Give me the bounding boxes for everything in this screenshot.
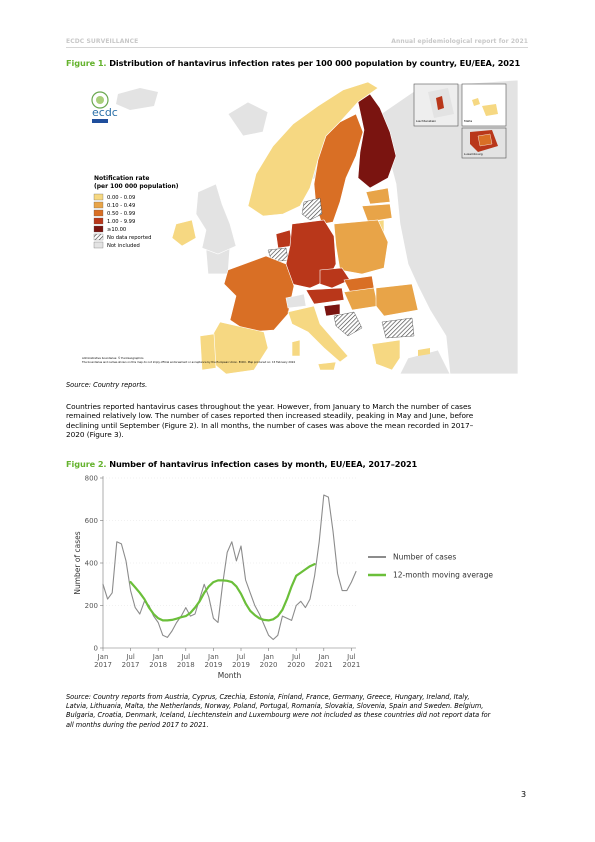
ecdc-logo-text: ecdc — [92, 106, 118, 119]
legend-label: 0.50 - 0.99 — [107, 211, 136, 217]
x-tick-year: 2020 — [259, 661, 278, 669]
figure1-title: Distribution of hantavirus infection rates per 100 000 population by country, EU/EEA, 2021 — [109, 58, 521, 68]
x-tick-month: Jan — [263, 653, 274, 661]
header-right: Annual epidemiological report for 2021 — [391, 38, 528, 45]
legend-swatch — [94, 194, 103, 200]
map-disclaimer-1: Administrative boundaries: © EuroGeographics — [82, 357, 144, 360]
x-tick-year: 2018 — [176, 661, 195, 669]
hantavirus-rate-map — [78, 74, 518, 374]
legend-title-2: (per 100 000 population) — [94, 183, 179, 190]
map-poland — [334, 220, 388, 274]
legend-swatch — [94, 202, 103, 208]
x-tick-year: 2017 — [121, 661, 140, 669]
x-tick-year: 2021 — [314, 661, 333, 669]
y-tick-label: 200 — [84, 602, 98, 610]
paragraph-line: Countries reported hantavirus cases throughout the year. However, from January to March the number of cases — [66, 402, 472, 411]
legend-label: Not included — [107, 243, 140, 249]
legend-swatch — [94, 210, 103, 216]
map-romania — [376, 284, 418, 316]
map-slovenia — [324, 304, 340, 316]
map-disclaimer-2: The boundaries and names shown on this map do not imply official endorsement or acceptance by the European Union. ECDC. Map produced on: 15 February 2024 — [82, 361, 296, 364]
x-tick-month: Jul — [236, 653, 246, 661]
x-tick-month: Jul — [347, 653, 356, 661]
figure2-source-line: Source: Country reports from Austria, Cyprus, Czechia, Estonia, Finland, France, Germany, Greece, Hungary, Ireland, Italy, — [66, 693, 470, 701]
x-tick-month: Jan — [97, 653, 109, 661]
legend-label: 1.00 - 9.99 — [107, 219, 136, 225]
x-tick-year: 2019 — [204, 661, 223, 669]
figure2-source-line: all months during the period 2017 to 2021. — [66, 720, 209, 729]
inset-label-luxembourg: Luxembourg — [464, 152, 483, 156]
x-tick-year: 2019 — [232, 661, 250, 669]
inset-malta — [462, 84, 506, 126]
inset-label-malta: Malta — [464, 119, 473, 123]
map-sardinia — [292, 340, 300, 356]
header-divider — [66, 47, 528, 48]
body-paragraph — [66, 402, 528, 440]
x-tick-year: 2020 — [287, 661, 306, 669]
figure1-caption — [66, 58, 520, 68]
paragraph-line: declining until September (Figure 2). In all months, the number of cases was above the mean recorded in 2017– — [66, 420, 474, 430]
figure2-source-line: Bulgaria, Croatia, Denmark, Iceland, Liechtenstein and Luxembourg were not included as these countries did not report data for — [66, 711, 491, 720]
paragraph-line: remained relatively low. The number of cases reported then increased steadily, peaking in May and June, before — [66, 411, 474, 421]
map-portugal — [200, 334, 216, 370]
figure2-number: Figure 2. — [66, 459, 107, 469]
figure2-source — [66, 693, 490, 730]
figure2-caption — [66, 459, 417, 469]
legend-label: ≥10.00 — [107, 227, 127, 233]
inset-label-liechtenstein: Liechtenstein — [416, 119, 437, 123]
x-tick-month: Jan — [152, 653, 164, 661]
inset-luxembourg — [462, 128, 506, 158]
figure2-title: Number of hantavirus infection cases by month, EU/EEA, 2017–2021 — [109, 459, 418, 469]
legend-label: 0.10 - 0.49 — [107, 203, 136, 209]
y-axis-label: Number of cases — [73, 531, 82, 595]
figure1-number: Figure 1. — [66, 58, 107, 68]
chart-legend-label: Number of cases — [393, 552, 457, 562]
legend-swatch — [94, 242, 103, 248]
header-left: ECDC SURVEILLANCE — [66, 38, 139, 45]
figure1-source: Source: Country reports. — [66, 381, 148, 389]
x-tick-year: 2017 — [94, 661, 112, 669]
x-tick-month: Jul — [291, 653, 301, 661]
y-tick-label: 600 — [84, 517, 98, 525]
x-tick-year: 2021 — [342, 661, 361, 669]
chart-legend-label: 12-month moving average — [393, 570, 493, 580]
x-tick-month: Jan — [208, 653, 219, 661]
x-tick-month: Jul — [126, 653, 135, 661]
page-number: 3 — [521, 790, 527, 799]
y-tick-label: 400 — [84, 559, 98, 568]
paragraph-line: 2020 (Figure 3). — [66, 430, 124, 440]
y-tick-label: 0 — [93, 644, 98, 653]
legend-swatch — [94, 226, 103, 232]
x-tick-year: 2018 — [149, 661, 168, 669]
legend-label: 0.00 - 0.09 — [107, 195, 136, 201]
monthly-cases-chart — [66, 470, 528, 684]
legend-swatch — [94, 234, 103, 240]
x-axis-label: Month — [217, 671, 242, 680]
legend-label: No data reported — [107, 235, 152, 241]
y-tick-label: 800 — [84, 474, 98, 483]
legend-title-1: Notification rate — [94, 175, 150, 182]
x-tick-month: Jul — [181, 653, 191, 661]
figure2-source-line: Latvia, Lithuania, Malta, the Netherlands, Norway, Poland, Portugal, Romania, Slovakia, Slovenia, Spain and Sweden. Belgium, — [66, 702, 484, 711]
series-line-number-of-cases — [103, 495, 356, 640]
x-tick-month: Jan — [318, 653, 330, 661]
inset-liechtenstein — [414, 84, 458, 126]
legend-swatch — [94, 218, 103, 224]
series-line-moving-average — [131, 564, 315, 620]
